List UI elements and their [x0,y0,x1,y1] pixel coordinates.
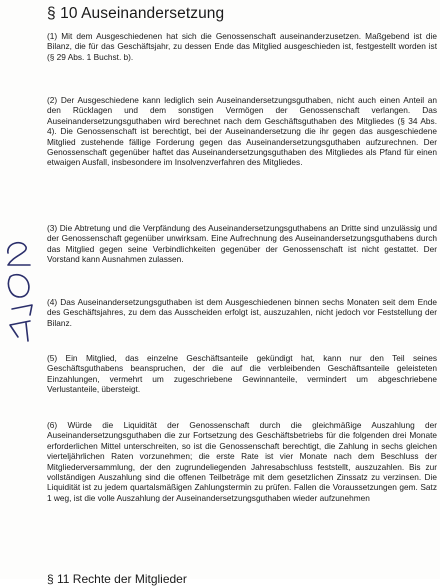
paragraph-6: (6) Würde die Liquidität der Genossenschaft durch die gleichmäßige Auszahlung der Auseinandersetzungsguthaben die zur Fortsetzung des Geschäftsbetriebs für die folgenden drei Monate erforderlichen Mittel unterschreiten, so ist die Genossenschaft berechtigt, die Zahlung in sechs gleichen vierteljährlichen Raten vorzunehmen; die erste Rate ist vier Monate nach dem Beschluss der Mitgliederversammlung, der den zugrundeliegenden Jahresabschluss feststellt, auszuzahlen. Bis zur vollständigen Auszahlung sind die offenen Teilbeträge mit dem gesetzlichen Zinssatz zu verzinsen. Die Liquidität ist zu jedem quartalsmäßigen Zahlungstermin zu prüfen. Fallen die Voraussetzungen gem. Satz 1 weg, ist die volle Auszahlung der Auseinandersetzungsguthaben wieder aufzunehmen [47,420,437,503]
paragraph-3: (3) Die Abtretung und die Verpfändung des Auseinandersetzungsguthabens an Dritte sind unzulässig und der Genossenschaft gegenüber unwirksam. Eine Aufrechnung des Auseinandersetzungsguthabens durch das Mitglied gegen seine Verbindlichkeiten gegenüber der Genossenschaft ist nicht gestattet. Der Vorstand kann Ausnahmen zulassen. [47,223,437,265]
paragraph-4: (4) Das Auseinandersetzungsguthaben ist dem Ausgeschiedenen binnen sechs Monaten seit dem Ende des Geschäftsjahres, zu dem das Ausscheiden erfolgt ist, auszuzahlen, nicht jedoch vor Feststellung der Bilanz. [47,297,437,328]
paragraph-2: (2) Der Ausgeschiedene kann lediglich sein Auseinandersetzungsguthaben, nicht auch einen Anteil an den Rücklagen und dem sonstigen Vermögen der Genossenschaft verlangen. Das Auseinandersetzungsguthaben wird berechnet nach dem Geschäftsguthaben des Mitgliedes (§ 34 Abs. 4). Die Genossenschaft ist berechtigt, bei der Auseinandersetzung die ihr gegen das ausgeschiedene Mitglied zustehende fällige Forderung gegen das Auseinandersetzungsguthaben aufzurechnen. Der Genossenschaft gegenüber haftet das Auseinandersetzungsguthaben des Mitgliedes als Pfand für einen etwaigen Ausfall, insbesondere im Insolvenzverfahren des Mitgliedes. [47,95,437,168]
next-section-title: § 11 Rechte der Mitglieder [47,572,187,586]
paragraph-5: (5) Ein Mitglied, das einzelne Geschäftsanteile gekündigt hat, kann nur den Teil seines Geschäftsguthabens beanspruchen, der die auf die verbleibenden Geschäftsanteile geleisteten Einzahlungen, vermehrt um zugeschriebene Gewinnanteile, vermindert um abgeschriebene Verlustanteile, übersteigt. [47,353,437,395]
paragraph-1: (1) Mit dem Ausgeschiedenen hat sich die Genossenschaft auseinanderzusetzen. Maßgebend ist die Bilanz, die für das Geschäftsjahr, zu dessen Ende das Mitglied ausgeschieden ist, festgestellt worden ist (§ 29 Abs. 1 Buchst. b). [47,31,437,62]
section-title: § 10 Auseinandersetzung [47,5,225,22]
handwritten-margin-note [0,225,44,345]
